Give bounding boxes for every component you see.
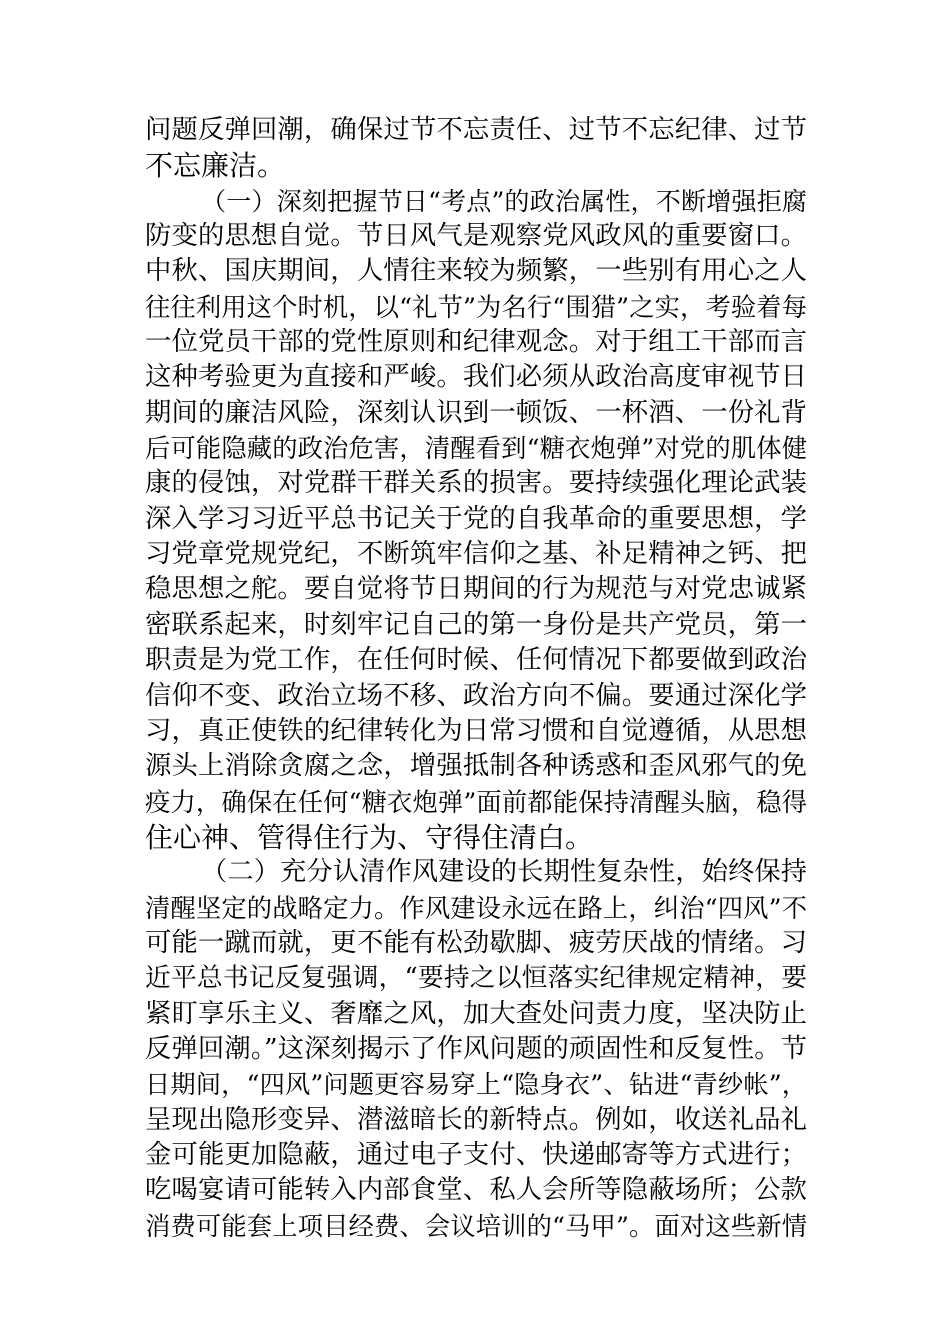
text-line: 习，真正使铁的纪律转化为日常习惯和自觉遵循，从思想	[145, 715, 807, 746]
text-line: 往往利用这个时机，以“礼节”为名行“围猎”之实，考验着每	[145, 292, 807, 322]
text-line: 不忘廉洁。	[145, 149, 286, 183]
text-line: 稳思想之舵。要自觉将节日期间的行为规范与对党忠诚紧	[145, 574, 807, 605]
text-line: 职责是为党工作，在任何时候、任何情况下都要做到政治	[145, 645, 807, 676]
text-line: 防变的思想自觉。节日风气是观察党风政风的重要窗口。	[145, 221, 807, 252]
text-line: 吃喝宴请可能转入内部食堂、私人会所等隐蔽场所；公款	[145, 1175, 807, 1206]
text-line: 一位党员干部的党性原则和纪律观念。对于组工干部而言	[145, 327, 807, 358]
section-heading-line: （一）深刻把握节日“考点”的政治属性，不断增强拒腐	[201, 186, 807, 216]
text-line: 源头上消除贪腐之念，增强抵制各种诱惑和歪风邪气的免	[145, 751, 807, 782]
text-line: 近平总书记反复强调，“要持之以恒落实纪律规定精神，要	[145, 963, 807, 994]
text-line: 这种考验更为直接和严峻。我们必须从政治高度审视节日	[145, 362, 807, 393]
text-line: 可能一蹴而就，更不能有松劲歇脚、疲劳厌战的情绪。习	[145, 927, 807, 958]
text-line: 期间的廉洁风险，深刻认识到一顿饭、一杯酒、一份礼背	[145, 397, 807, 428]
section-heading-line: （二）充分认清作风建设的长期性复杂性，始终保持	[201, 857, 807, 888]
body-text	[145, 113, 807, 1244]
text-line: 后可能隐藏的政治危害，清醒看到“糖衣炮弹”对党的肌体健	[145, 434, 807, 464]
text-line: 日期间，“四风”问题更容易穿上“隐身衣”、钻进“青纱帐”，	[145, 1070, 807, 1100]
text-line: 呈现出隐形变异、潜滋暗长的新特点。例如，收送礼品礼	[145, 1104, 807, 1135]
text-line: 深入学习习近平总书记关于党的自我革命的重要思想，学	[145, 503, 807, 534]
text-line: 中秋、国庆期间，人情往来较为频繁，一些别有用心之人	[145, 256, 807, 287]
text-line: 消费可能套上项目经费、会议培训的“马甲”。面对这些新情	[145, 1211, 807, 1241]
text-line: 康的侵蚀，对党群干群关系的损害。要持续强化理论武装	[145, 468, 807, 499]
text-line: 疫力，确保在任何“糖衣炮弹”面前都能保持清醒头脑，稳得	[145, 787, 807, 817]
text-line: 清醒坚定的战略定力。作风建设永远在路上，纠治“四风”不	[145, 893, 807, 923]
text-line: 反弹回潮。”这深刻揭示了作风问题的顽固性和反复性。节	[145, 1033, 807, 1064]
text-line: 金可能更加隐蔽，通过电子支付、快递邮寄等方式进行；	[145, 1139, 807, 1170]
text-line: 问题反弹回潮，确保过节不忘责任、过节不忘纪律、过节	[145, 115, 807, 145]
text-line: 紧盯享乐主义、奢靡之风，加大查处问责力度，坚决防止	[145, 998, 807, 1029]
text-line: 密联系起来，时刻牢记自己的第一身份是共产党员，第一	[145, 609, 807, 640]
text-line: 住心神、管得住行为、守得住清白。	[145, 820, 594, 854]
text-line: 信仰不变、政治立场不移、政治方向不偏。要通过深化学	[145, 680, 807, 711]
text-line: 习党章党规党纪，不断筑牢信仰之基、补足精神之钙、把	[145, 539, 807, 570]
